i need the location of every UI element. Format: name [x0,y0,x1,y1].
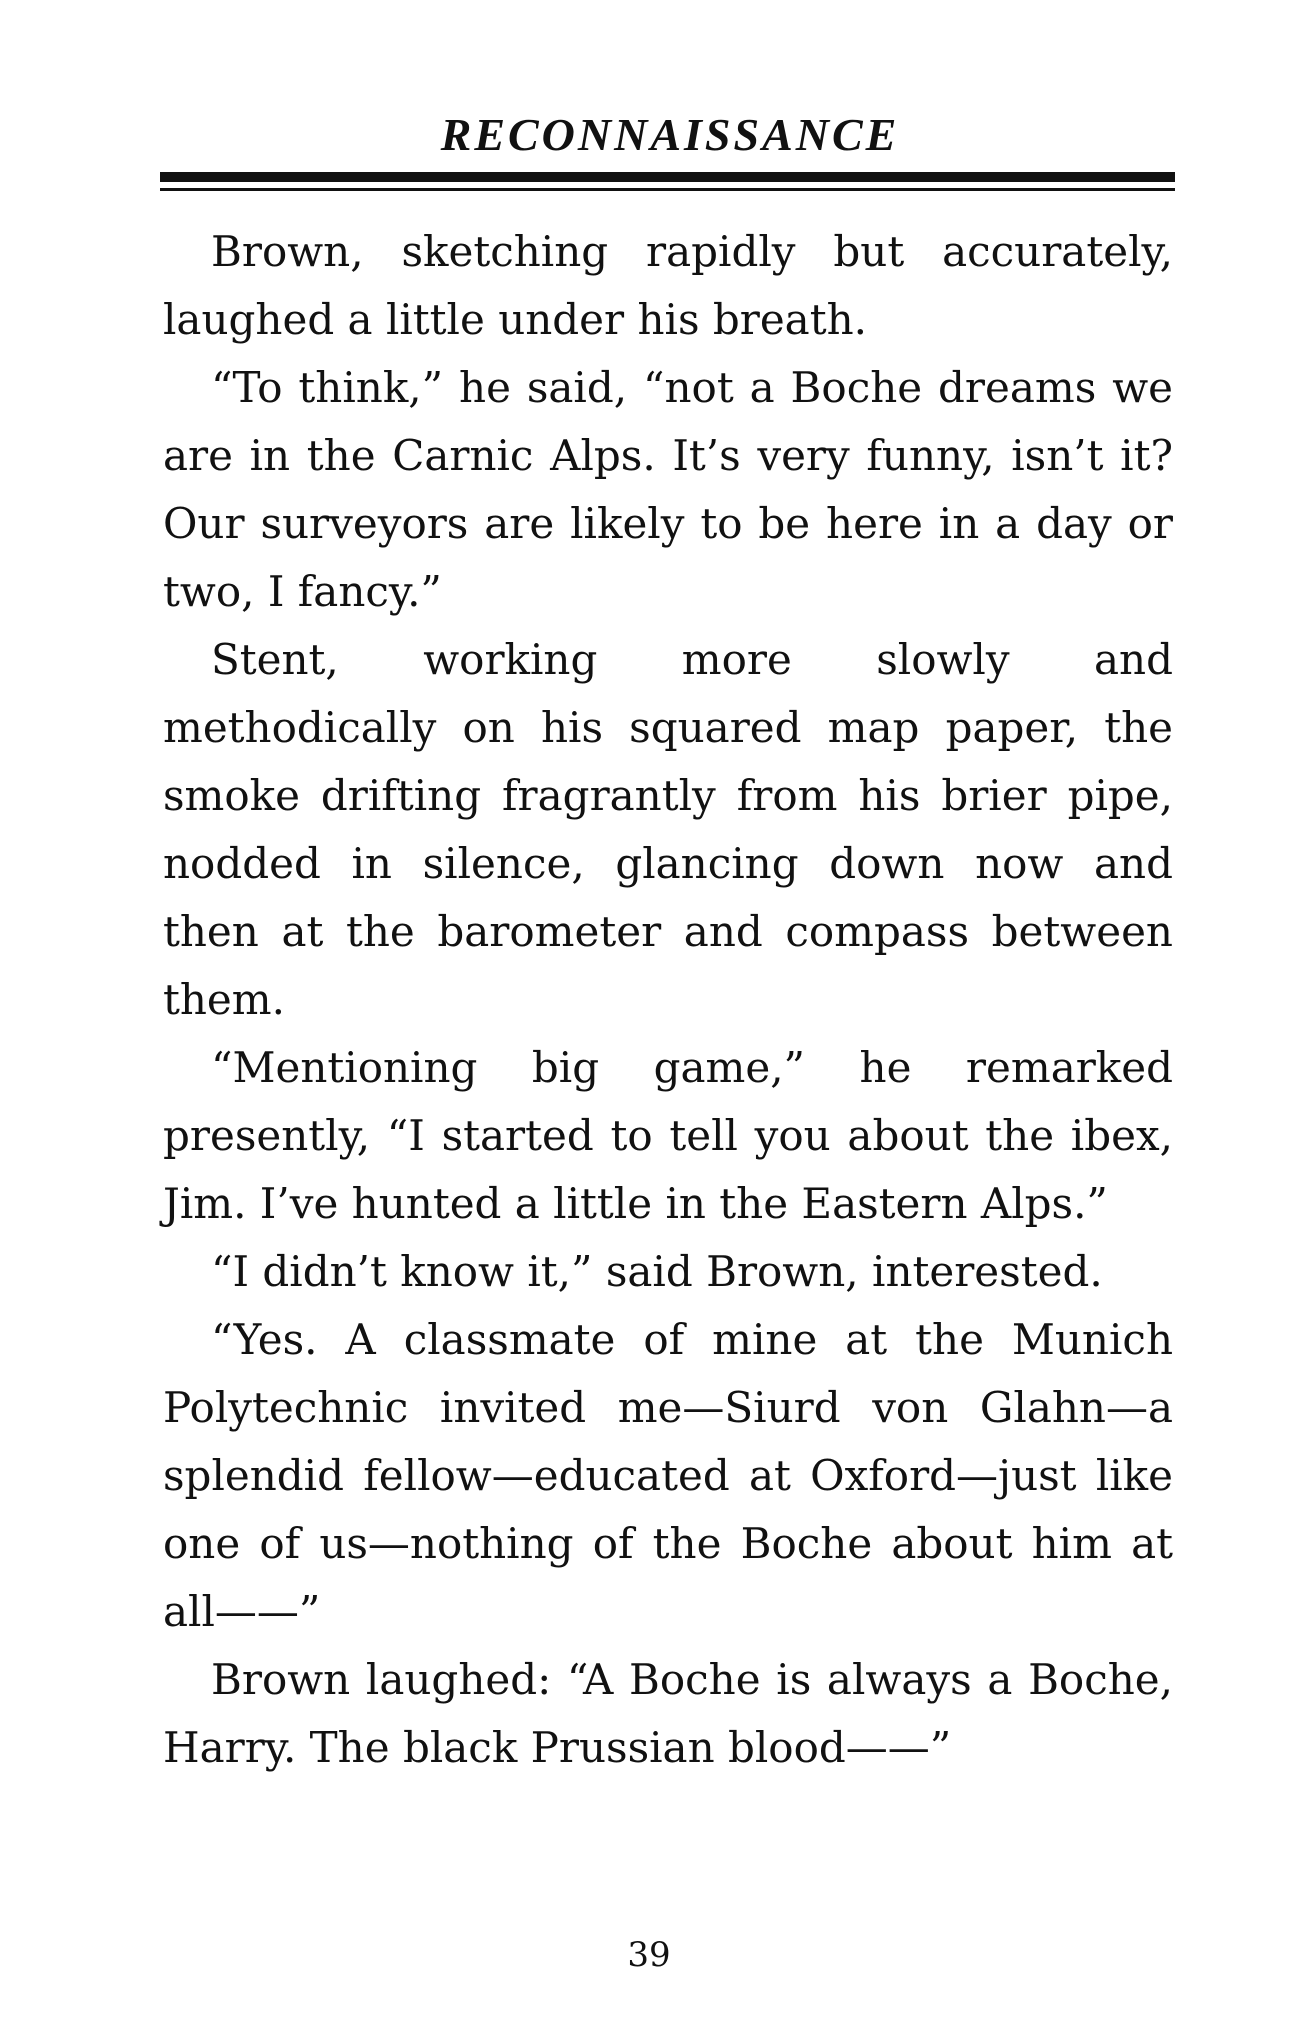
paragraph-6: “Yes. A classmate of mine at the Munich Polytechnic invited me—Siurd von Glahn—a splendid fellow—educated at Oxford—just like one of us—nothing of the Boche about him at all——” [163,1315,1173,1636]
header-rule-thin [160,188,1175,191]
page-number: 39 [627,1935,671,1975]
body-text [163,218,1173,1782]
paragraph-1: Brown, sketching rapidly but accurately, laughed a little under his breath. [163,227,1173,344]
paragraph-3: Stent, working more slowly and methodically on his squared map paper, the smoke drifting fragrantly from his brier pipe, nodded in silence, glancing down now and then at the barometer and compass between them. [163,635,1173,1024]
header-rule-thick [160,172,1175,182]
paragraph-4: “Mentioning big game,” he remarked presently, “I started to tell you about the ibex, Jim. I’ve hunted a little in the Eastern Alps.” [163,1043,1173,1228]
paragraph-5: “I didn’t know it,” said Brown, interested. [211,1247,1103,1296]
running-head: RECONNAISSANCE [440,109,900,160]
paragraph-2: “To think,” he said, “not a Boche dreams we are in the Carnic Alps. It’s very funny, isn’t it? Our surveyors are likely to be here in a day or two, I fancy.” [163,363,1173,616]
paragraph-7: Brown laughed: “A Boche is always a Boche, Harry. The black Prussian blood——” [163,1655,1173,1772]
